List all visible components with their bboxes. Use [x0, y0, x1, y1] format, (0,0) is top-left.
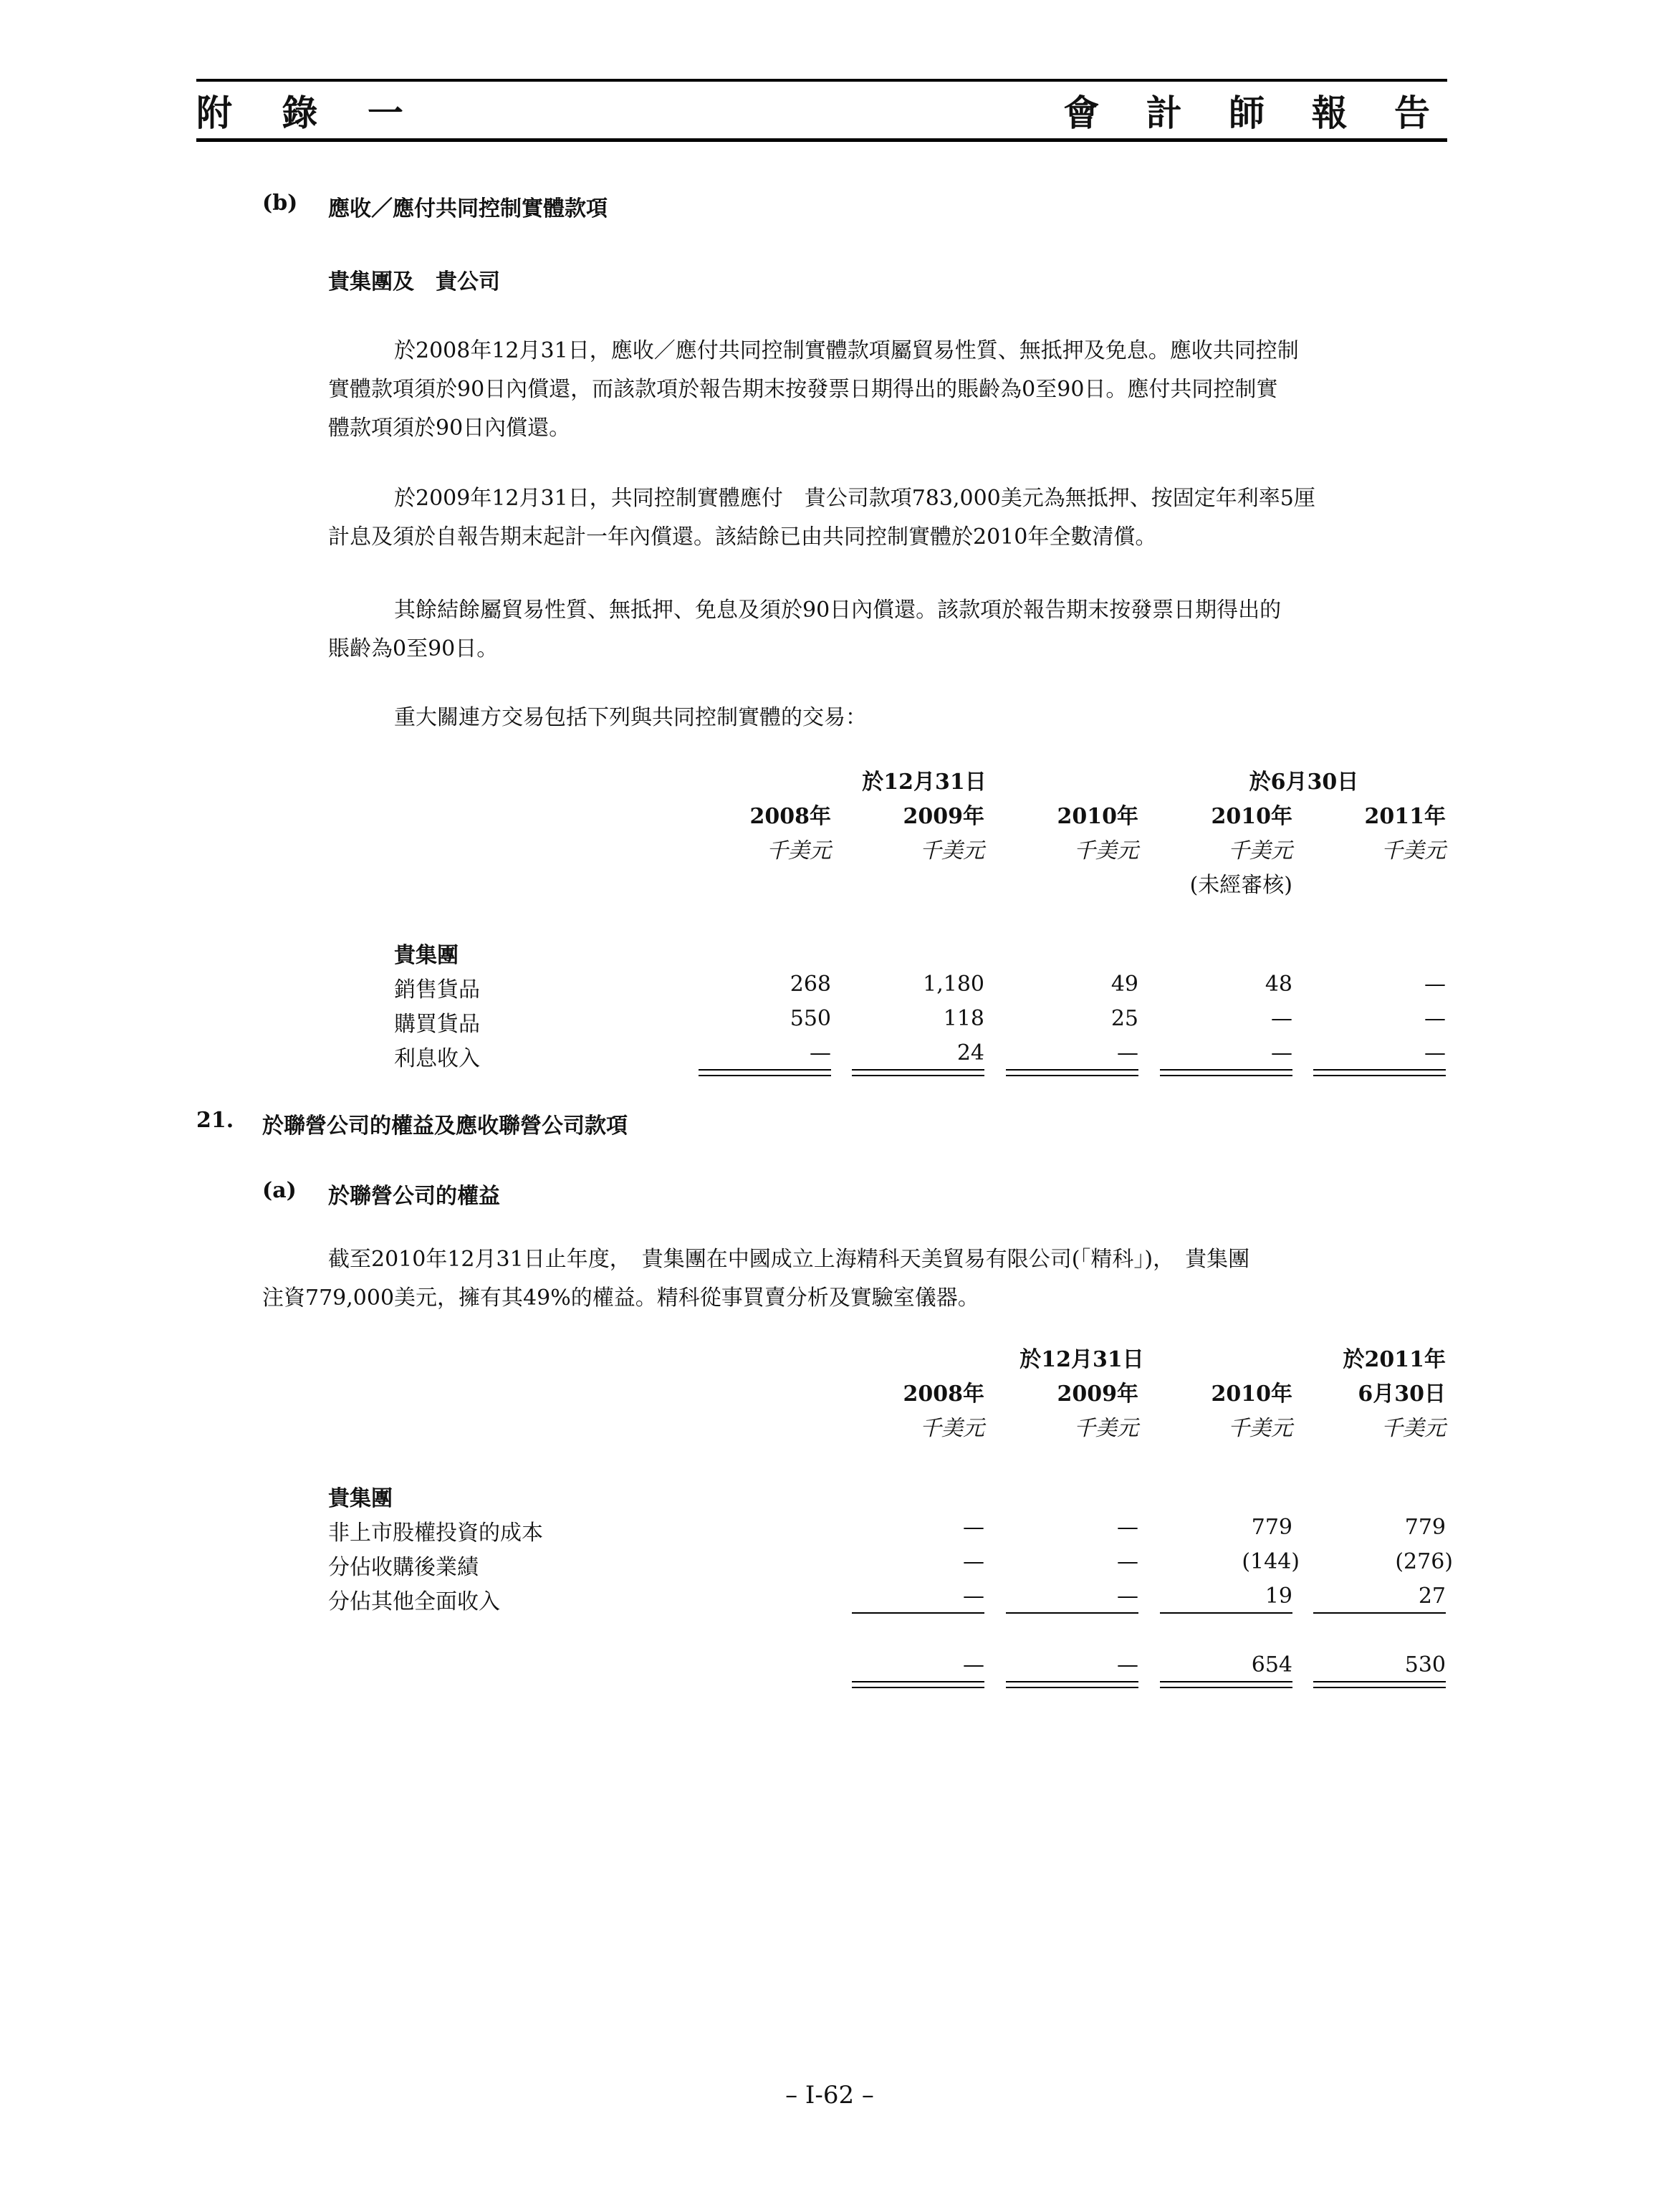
table2-cell: — [963, 1549, 984, 1574]
table1-double-rule [1160, 1069, 1292, 1071]
sec-b-label: (b) [262, 191, 298, 216]
table2-unit-2: 千美元 [1074, 1416, 1138, 1441]
para1-line1: 於2008年12月31日，應收／應付共同控制實體款項屬貿易性質、無抵押及免息。應收共同控制 [394, 338, 1299, 363]
table2-double-rule [1006, 1687, 1138, 1688]
table1-cell: 25 [1110, 1006, 1138, 1031]
table2-subtotal-rule [1160, 1612, 1292, 1614]
sec21-title: 於聯營公司的權益及應收聯營公司款項 [262, 1114, 628, 1139]
table1-double-rule [1006, 1069, 1138, 1071]
table2-year-1: 2008年 [903, 1382, 984, 1407]
table2-cell: 27 [1418, 1584, 1446, 1609]
table2-subtotal-rule [1313, 1612, 1446, 1614]
table2-group1: 於12月31日 [1019, 1347, 1144, 1372]
table1-cell: — [1424, 972, 1446, 997]
para2-line1: 於2009年12月31日，共同控制實體應付 貴公司款項783,000美元為無抵押、按固定年利率5厘 [394, 486, 1315, 511]
table1-row-label: 利息收入 [394, 1046, 480, 1071]
table2-row-label: 分佔其他全面收入 [328, 1589, 500, 1614]
table1-group1: 於12月31日 [862, 770, 987, 795]
table1-cell: 118 [943, 1006, 984, 1031]
para1-line2: 實體款項須於90日內償還，而該款項於報告期末按發票日期得出的賬齡為0至90日。應付共同控制實 [328, 377, 1278, 402]
table2-double-rule [852, 1687, 984, 1688]
table1-cell: — [1271, 1006, 1292, 1031]
table2-double-rule [1006, 1681, 1138, 1682]
table2-section: 貴集團 [328, 1486, 393, 1511]
table2-double-rule [1160, 1681, 1292, 1682]
table2-unit-1: 千美元 [920, 1416, 984, 1441]
table1-year-5: 2011年 [1364, 804, 1446, 829]
header-left: 附 錄 一 [196, 92, 422, 134]
table2-total: — [1117, 1652, 1138, 1677]
para2-line2: 計息及須於自報告期末起計一年內償還。該結餘已由共同控制實體於2010年全數清償。 [328, 525, 1157, 550]
table1-cell: 49 [1110, 972, 1138, 997]
page-number: – I-62 – [785, 2081, 874, 2110]
table1-cell: — [1424, 1040, 1446, 1066]
table1-year-4: 2010年 [1211, 804, 1292, 829]
table2-unit-3: 千美元 [1228, 1416, 1292, 1441]
table2-group2: 於2011年 [1343, 1347, 1446, 1372]
table1-group2: 於6月30日 [1249, 770, 1359, 795]
table2-row-label: 分佔收購後業績 [328, 1555, 479, 1580]
sec21-para-line1: 截至2010年12月31日止年度， 貴集團在中國成立上海精科天美貿易有限公司(「精科」)， 貴集團 [328, 1247, 1250, 1272]
table1-unit-3: 千美元 [1074, 838, 1138, 863]
table2-cell: 779 [1251, 1515, 1292, 1540]
table2-double-rule [1313, 1681, 1446, 1682]
table2-cell: 779 [1404, 1515, 1446, 1540]
table1-double-rule [1313, 1069, 1446, 1071]
table2-cell: — [963, 1584, 984, 1609]
table2-row-label: 非上市股權投資的成本 [328, 1521, 543, 1546]
table2-subtotal-rule [852, 1612, 984, 1614]
table2-cell: 19 [1265, 1584, 1292, 1609]
header-right: 會 計 師 報 告 [1063, 92, 1447, 134]
table1-unaudited: (未經審核) [1189, 873, 1292, 898]
table2-year-4: 6月30日 [1358, 1382, 1446, 1407]
table2-total: — [963, 1652, 984, 1677]
sec21-para-line2: 注資779,000美元，擁有其49%的權益。精科從事買賣分析及實驗室儀器。 [262, 1285, 979, 1311]
para4: 重大關連方交易包括下列與共同控制實體的交易： [394, 705, 867, 730]
table1-cell: — [810, 1040, 831, 1066]
table2-cell: — [1117, 1549, 1138, 1574]
table1-double-rule [1160, 1075, 1292, 1076]
sec21-number: 21. [196, 1108, 234, 1133]
table2-double-rule [1313, 1687, 1446, 1688]
table1-year-3: 2010年 [1057, 804, 1138, 829]
table1-cell: 550 [790, 1006, 831, 1031]
table2-total: 654 [1251, 1652, 1292, 1677]
table1-unit-2: 千美元 [920, 838, 984, 863]
sec-b-title: 應收／應付共同控制實體款項 [328, 196, 608, 221]
para1-line3: 體款項須於90日內償還。 [328, 416, 571, 441]
table2-total: 530 [1404, 1652, 1446, 1677]
table2-double-rule [1160, 1687, 1292, 1688]
header-top-rule [196, 79, 1447, 82]
para3-line2: 賬齡為0至90日。 [328, 636, 499, 661]
sec-b-subtitle: 貴集團及 貴公司 [328, 269, 500, 295]
header-bottom-rule [196, 138, 1447, 142]
table1-cell: — [1117, 1040, 1138, 1066]
table2-year-3: 2010年 [1211, 1382, 1292, 1407]
para3-line1: 其餘結餘屬貿易性質、無抵押、免息及須於90日內償還。該款項於報告期末按發票日期得出的 [394, 598, 1282, 623]
table1-year-2: 2009年 [903, 804, 984, 829]
table2-unit-4: 千美元 [1381, 1416, 1446, 1441]
table2-subtotal-rule [1006, 1612, 1138, 1614]
table1-double-rule [1313, 1075, 1446, 1076]
table1-double-rule [699, 1075, 831, 1076]
table2-cell: — [963, 1515, 984, 1540]
table1-cell: 48 [1265, 972, 1292, 997]
sec21-a-title: 於聯營公司的權益 [328, 1184, 500, 1209]
table2-cell: (144) [1242, 1549, 1300, 1574]
table1-row-label: 銷售貨品 [394, 977, 480, 1002]
table1-cell: 24 [956, 1040, 984, 1066]
table1-cell: 1,180 [923, 972, 984, 997]
table1-double-rule [1006, 1075, 1138, 1076]
table1-cell: 268 [790, 972, 831, 997]
table2-cell: (276) [1395, 1549, 1453, 1574]
table1-section: 貴集團 [394, 943, 459, 968]
table2-year-2: 2009年 [1057, 1382, 1138, 1407]
table2-double-rule [852, 1681, 984, 1682]
table2-cell: — [1117, 1584, 1138, 1609]
table2-cell: — [1117, 1515, 1138, 1540]
table1-unit-5: 千美元 [1381, 838, 1446, 863]
table1-cell: — [1271, 1040, 1292, 1066]
table1-double-rule [852, 1075, 984, 1076]
table1-double-rule [699, 1069, 831, 1071]
sec21-a-label: (a) [262, 1178, 297, 1203]
table1-row-label: 購買貨品 [394, 1012, 480, 1037]
table1-double-rule [852, 1069, 984, 1071]
table1-cell: — [1424, 1006, 1446, 1031]
table1-year-1: 2008年 [749, 804, 831, 829]
table1-unit-4: 千美元 [1228, 838, 1292, 863]
table1-unit-1: 千美元 [767, 838, 831, 863]
